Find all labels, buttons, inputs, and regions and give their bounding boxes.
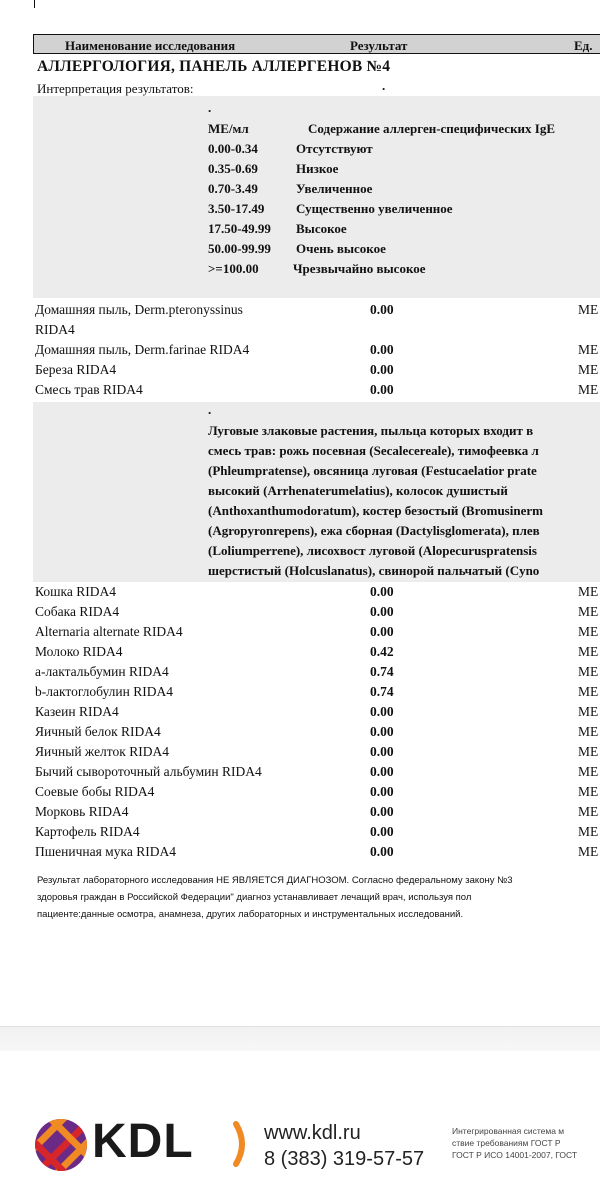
grass-note-line: смесь трав: рожь посевная (Secalecereale), тимофеевка л	[208, 443, 539, 458]
kdl-logo-text: KDL	[92, 1115, 194, 1168]
legend-range: 0.35-0.69	[208, 161, 258, 176]
test-unit: МЕ	[578, 342, 599, 357]
test-value: 0.74	[370, 684, 394, 699]
test-value: 0.00	[370, 302, 394, 317]
test-value: 0.00	[370, 704, 394, 719]
test-name: Домашняя пыль, Derm.farinae RIDA4	[35, 342, 250, 357]
test-unit: МЕ	[578, 824, 599, 839]
legend-dot: .	[208, 100, 212, 115]
test-name: Кошка RIDA4	[35, 584, 116, 599]
legend-level: Высокое	[296, 221, 347, 236]
test-unit: МЕ	[578, 784, 599, 799]
test-unit: МЕ	[578, 302, 599, 317]
header-unit: Ед.	[574, 38, 593, 53]
test-name: Соевые бобы RIDA4	[35, 784, 155, 799]
legend-range: 0.00-0.34	[208, 141, 258, 156]
test-unit: МЕ	[578, 724, 599, 739]
legend-range: 0.70-3.49	[208, 181, 258, 196]
test-value: 0.00	[370, 584, 394, 599]
legend-range: >=100.00	[208, 261, 259, 276]
test-unit: МЕ	[578, 844, 599, 859]
test-name: Береза RIDA4	[35, 362, 117, 377]
test-name: Яичный желток RIDA4	[35, 744, 169, 759]
legend-level: Чрезвычайно высокое	[293, 261, 426, 276]
test-unit: МЕ	[578, 382, 599, 397]
interpretation-label: Интерпретация результатов:	[37, 81, 194, 96]
website-link[interactable]: www.kdl.ru	[264, 1122, 361, 1144]
test-unit: МЕ	[578, 624, 599, 639]
test-unit: МЕ	[578, 744, 599, 759]
test-value: 0.00	[370, 624, 394, 639]
legend-unit-header: МЕ/мл	[208, 121, 249, 136]
grass-note-line: Луговые злаковые растения, пыльца которых входит в	[208, 423, 534, 438]
grass-note-line: шерстистый (Holcuslanatus), свинорой пальчатый (Cyno	[208, 563, 540, 578]
legend-level: Низкое	[296, 161, 339, 176]
test-name: а-лактальбумин RIDA4	[35, 664, 169, 679]
interpretation-dot: .	[382, 78, 386, 93]
legend-range: 17.50-49.99	[208, 221, 271, 236]
grass-note-line: (Loliumperrene), лисохвост луговой (Alopecuruspratensis	[208, 543, 537, 558]
test-name: b-лактоглобулин RIDA4	[35, 684, 173, 699]
test-value: 0.00	[370, 724, 394, 739]
test-name: Морковь RIDA4	[35, 804, 129, 819]
test-unit: МЕ	[578, 644, 599, 659]
test-name: Alternaria alternate RIDA4	[35, 624, 183, 639]
legend-content-header: Содержание аллерген-специфических IgE	[308, 121, 556, 136]
grass-note-line: (Phleumpratense), овсяница луговая (Festucaelatior prate	[208, 463, 537, 478]
grass-note-line: (Agropyronrepens), ежа сборная (Dactylisglomerata), плев	[208, 523, 540, 538]
test-name: Молоко RIDA4	[35, 644, 123, 659]
test-name: Смесь трав RIDA4	[35, 382, 143, 397]
phone-number[interactable]: 8 (383) 319-57-57	[264, 1148, 425, 1170]
header-result: Результат	[350, 38, 408, 53]
test-value: 0.00	[370, 604, 394, 619]
legend-level: Существенно увеличенное	[296, 201, 453, 216]
test-unit: МЕ	[578, 362, 599, 377]
test-name-cont: RIDA4	[35, 322, 75, 337]
test-unit: МЕ	[578, 584, 599, 599]
test-name: Домашняя пыль, Derm.pteronyssinus	[35, 302, 243, 317]
top-border-fragment	[34, 0, 35, 8]
test-unit: МЕ	[578, 684, 599, 699]
test-value: 0.74	[370, 664, 394, 679]
cert-line: Интегрированная система м	[452, 1126, 565, 1136]
grass-note-line: высокий (Arrhenaterumelatius), колосок душистый	[208, 483, 508, 498]
legend-level: Отсутствуют	[296, 141, 373, 156]
test-value: 0.00	[370, 824, 394, 839]
test-unit: МЕ	[578, 804, 599, 819]
test-value: 0.00	[370, 784, 394, 799]
test-name: Яичный белок RIDA4	[35, 724, 161, 739]
header-name: Наименование исследования	[65, 38, 236, 53]
interpretation-box	[33, 96, 600, 298]
footnote-line: здоровья граждан в Российской Федерации" диагноз устанавливает лечащий врач, используя пол	[37, 892, 472, 903]
test-value: 0.00	[370, 744, 394, 759]
cert-line: ГОСТ Р ИСО 14001-2007, ГОСТ	[452, 1150, 578, 1160]
page-edge	[0, 1026, 600, 1051]
test-name: Пшеничная мука RIDA4	[35, 844, 176, 859]
test-value: 0.00	[370, 382, 394, 397]
footnote-line: Результат лабораторного исследования НЕ ЯВЛЯЕТСЯ ДИАГНОЗОМ. Согласно федеральному закону №3	[37, 875, 513, 886]
grass-note-dot: .	[208, 402, 212, 417]
test-value: 0.00	[370, 804, 394, 819]
legend-level: Увеличенное	[296, 181, 373, 196]
test-unit: МЕ	[578, 604, 599, 619]
test-value: 0.00	[370, 844, 394, 859]
table-header	[33, 34, 600, 54]
legend-level: Очень высокое	[296, 241, 386, 256]
footnote-line: пациенте:данные осмотра, анамнеза, других лабораторных и инструментальных исследований.	[37, 909, 464, 920]
test-unit: МЕ	[578, 664, 599, 679]
legend-range: 50.00-99.99	[208, 241, 271, 256]
test-value: 0.00	[370, 342, 394, 357]
test-value: 0.42	[370, 644, 394, 659]
cert-line: ствие требованиям ГОСТ Р	[452, 1138, 561, 1148]
legend-range: 3.50-17.49	[208, 201, 265, 216]
footer	[0, 1090, 600, 1198]
test-value: 0.00	[370, 764, 394, 779]
test-unit: МЕ	[578, 764, 599, 779]
test-name: Казеин RIDA4	[35, 704, 119, 719]
test-name: Картофель RIDA4	[35, 824, 140, 839]
test-unit: МЕ	[578, 704, 599, 719]
section-title: АЛЛЕРГОЛОГИЯ, ПАНЕЛЬ АЛЛЕРГЕНОВ №4	[37, 58, 391, 75]
test-name: Собака RIDA4	[35, 604, 120, 619]
test-name: Бычий сывороточный альбумин RIDA4	[35, 764, 262, 779]
grass-note-line: (Anthoxanthumodoratum), костер безостый (Bromusinerm	[208, 503, 543, 518]
test-value: 0.00	[370, 362, 394, 377]
chevron-right-icon	[232, 1120, 256, 1168]
kdl-logo-icon	[34, 1118, 88, 1172]
